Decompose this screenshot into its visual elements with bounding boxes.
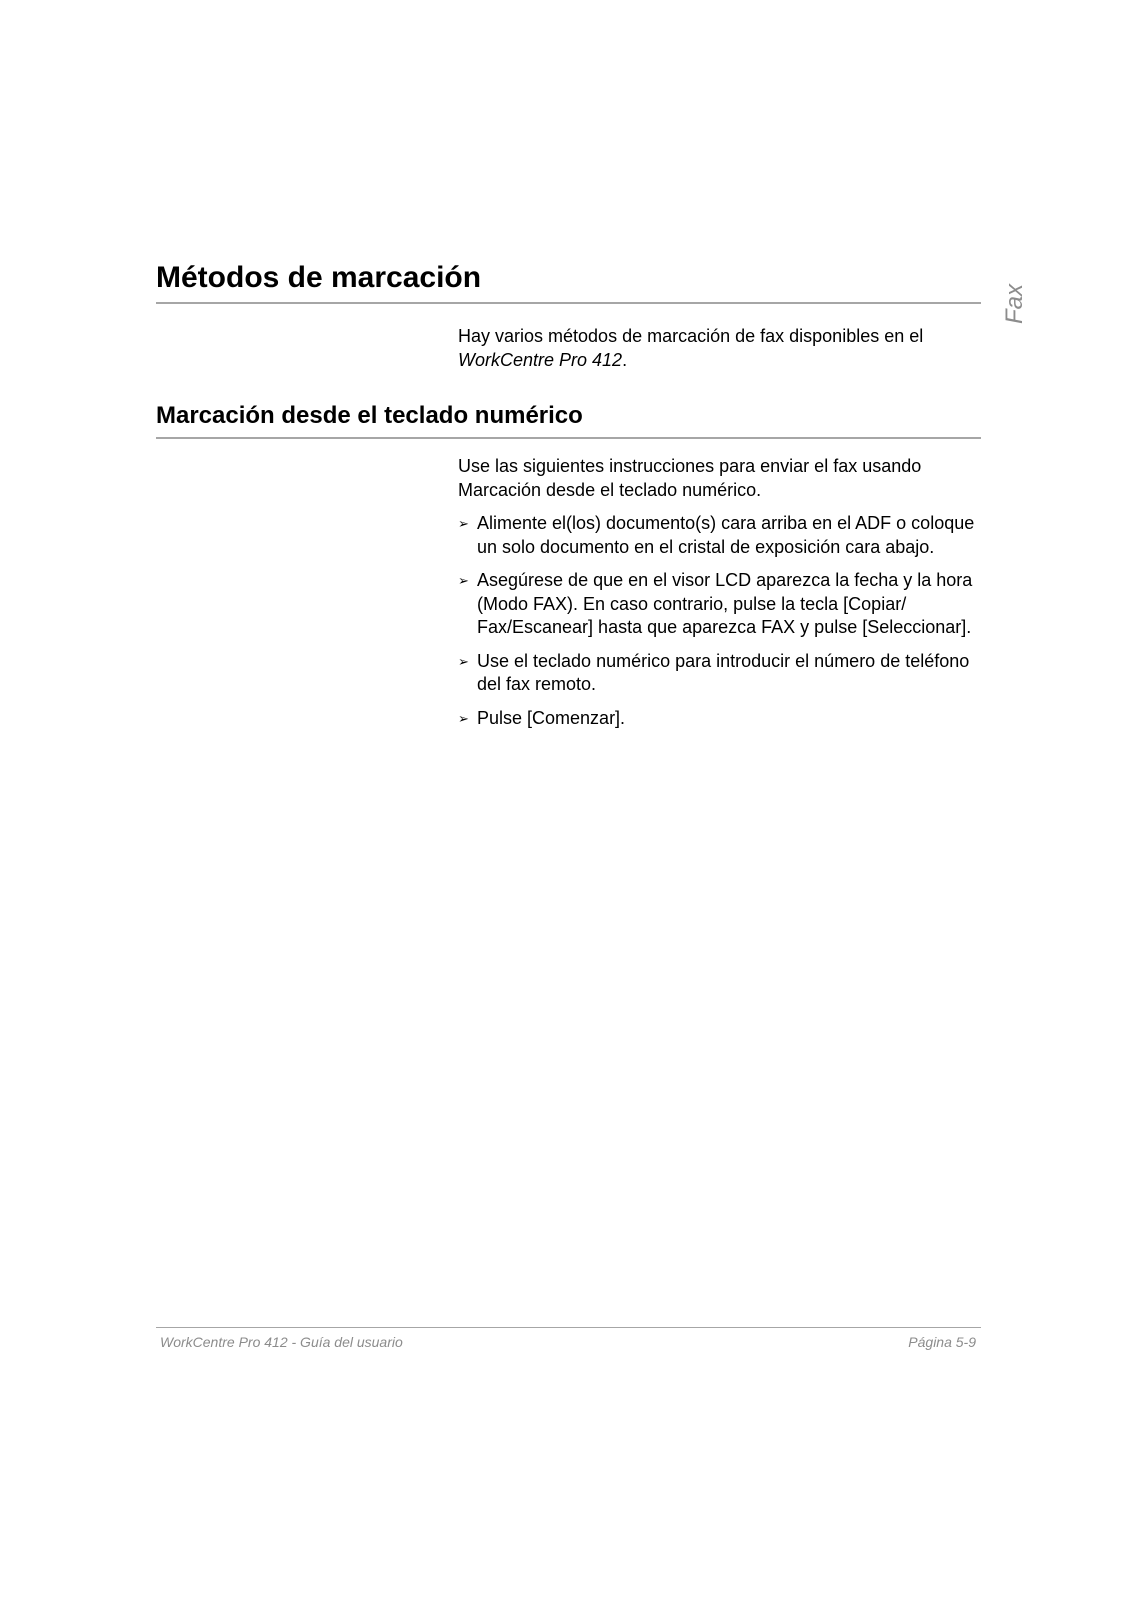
step-text: Use el teclado numérico para introducir el número de teléfono del fax remoto. (477, 650, 970, 694)
chapter-tab (1000, 274, 1030, 334)
arrow-bullet-icon: ➢ (458, 573, 469, 588)
step-text: Pulse [Comenzar]. (477, 707, 626, 728)
list-item (458, 707, 983, 731)
step-text: Asegúrese de que en el visor LCD aparezca la fecha y la hora (Modo FAX). En caso contrario, pulse la tecla [Copiar/ Fax/Escanear] hasta que aparezca FAX y pulse [Seleccionar]. (477, 570, 973, 637)
title-divider (156, 302, 981, 304)
footer-guide-title: WorkCentre Pro 412 - Guía del usuario (160, 1334, 403, 1350)
steps-list (458, 512, 983, 740)
intro-period: . (622, 349, 628, 370)
instructions-text: Use las siguientes instrucciones para enviar el fax usando Marcación desde el teclado numérico. (458, 456, 922, 500)
arrow-bullet-icon: ➢ (458, 653, 469, 669)
list-item (458, 569, 983, 640)
page-title: Métodos de marcación (156, 261, 482, 294)
intro-text: Hay varios métodos de marcación de fax disponibles en el (458, 326, 924, 346)
footer-divider (156, 1327, 981, 1328)
intro-paragraph (458, 325, 983, 372)
footer-page-number: Página 5-9 (908, 1334, 976, 1350)
section-title: Marcación desde el teclado numérico (156, 402, 583, 429)
arrow-bullet-icon: ➢ (458, 516, 469, 531)
product-name: WorkCentre Pro 412 (458, 349, 623, 370)
section-divider (156, 437, 981, 439)
list-item (458, 512, 983, 559)
step-text: Alimente el(los) documento(s) cara arriba en el ADF o coloque un solo documento en el cristal de exposición cara abajo. (477, 513, 975, 557)
list-item (458, 650, 983, 697)
arrow-bullet-icon: ➢ (458, 710, 469, 726)
chapter-tab-label: Fax (1001, 283, 1028, 325)
instructions-paragraph (458, 455, 983, 502)
